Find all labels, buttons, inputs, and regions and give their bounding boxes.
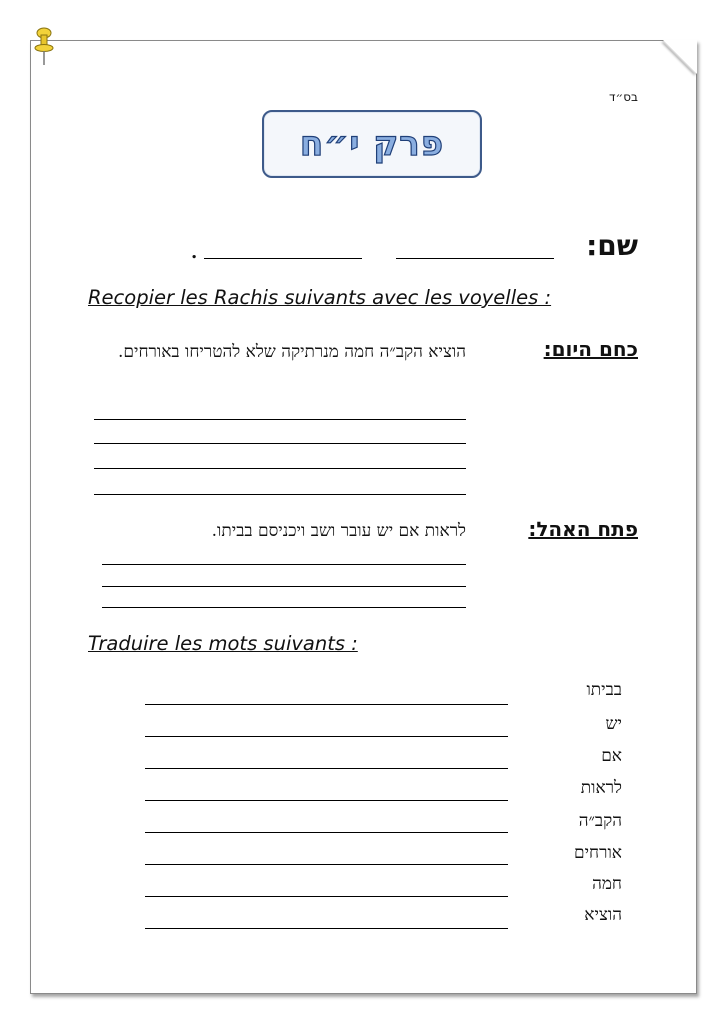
vocab-word: חמה <box>592 874 622 894</box>
section1-heading: Recopier les Rachis suivants avec les voyelles : <box>88 286 552 309</box>
copy-line[interactable] <box>94 443 466 444</box>
pushpin-icon <box>33 27 55 67</box>
copy-line[interactable] <box>94 468 466 469</box>
translation-line[interactable] <box>145 736 508 737</box>
rashi-heading-2: פתח האהל: <box>528 517 638 541</box>
rashi-text-1: הוציא הקב״ה חמה מנרתיקה שלא להטריחו באורחים. <box>117 342 466 362</box>
translation-line[interactable] <box>145 896 508 897</box>
copy-line[interactable] <box>102 607 466 608</box>
translation-line[interactable] <box>145 704 508 705</box>
name-label: שם: <box>586 229 638 262</box>
translation-line[interactable] <box>145 864 508 865</box>
translation-line[interactable] <box>145 768 508 769</box>
name-dot: . <box>191 242 198 263</box>
copy-line[interactable] <box>102 564 466 565</box>
name-line[interactable] <box>204 258 362 259</box>
rashi-heading-1: כחם היום: <box>543 337 638 361</box>
translation-line[interactable] <box>145 832 508 833</box>
vocab-word: יש <box>605 714 622 734</box>
translation-line[interactable] <box>145 800 508 801</box>
name-line[interactable] <box>396 258 554 259</box>
copy-line[interactable] <box>102 586 466 587</box>
copy-line[interactable] <box>94 494 466 495</box>
page-title: פרק י״ח <box>299 124 445 164</box>
vocab-word: בביתו <box>586 680 622 700</box>
bsd-mark: בס״ד <box>608 90 638 104</box>
copy-line[interactable] <box>94 419 466 420</box>
section2-heading: Traduire les mots suivants : <box>88 632 358 655</box>
title-box <box>262 110 482 178</box>
vocab-word: הקב״ה <box>578 811 622 831</box>
page-corner-cut <box>663 40 697 74</box>
vocab-word: הוציא <box>584 905 622 925</box>
vocab-word: אם <box>601 746 622 766</box>
rashi-text-2: לראות אם יש עובר ושב ויכניסם בביתו. <box>211 521 466 541</box>
vocab-word: אורחים <box>573 843 622 863</box>
vocab-word: לראות <box>580 778 622 798</box>
translation-line[interactable] <box>145 928 508 929</box>
